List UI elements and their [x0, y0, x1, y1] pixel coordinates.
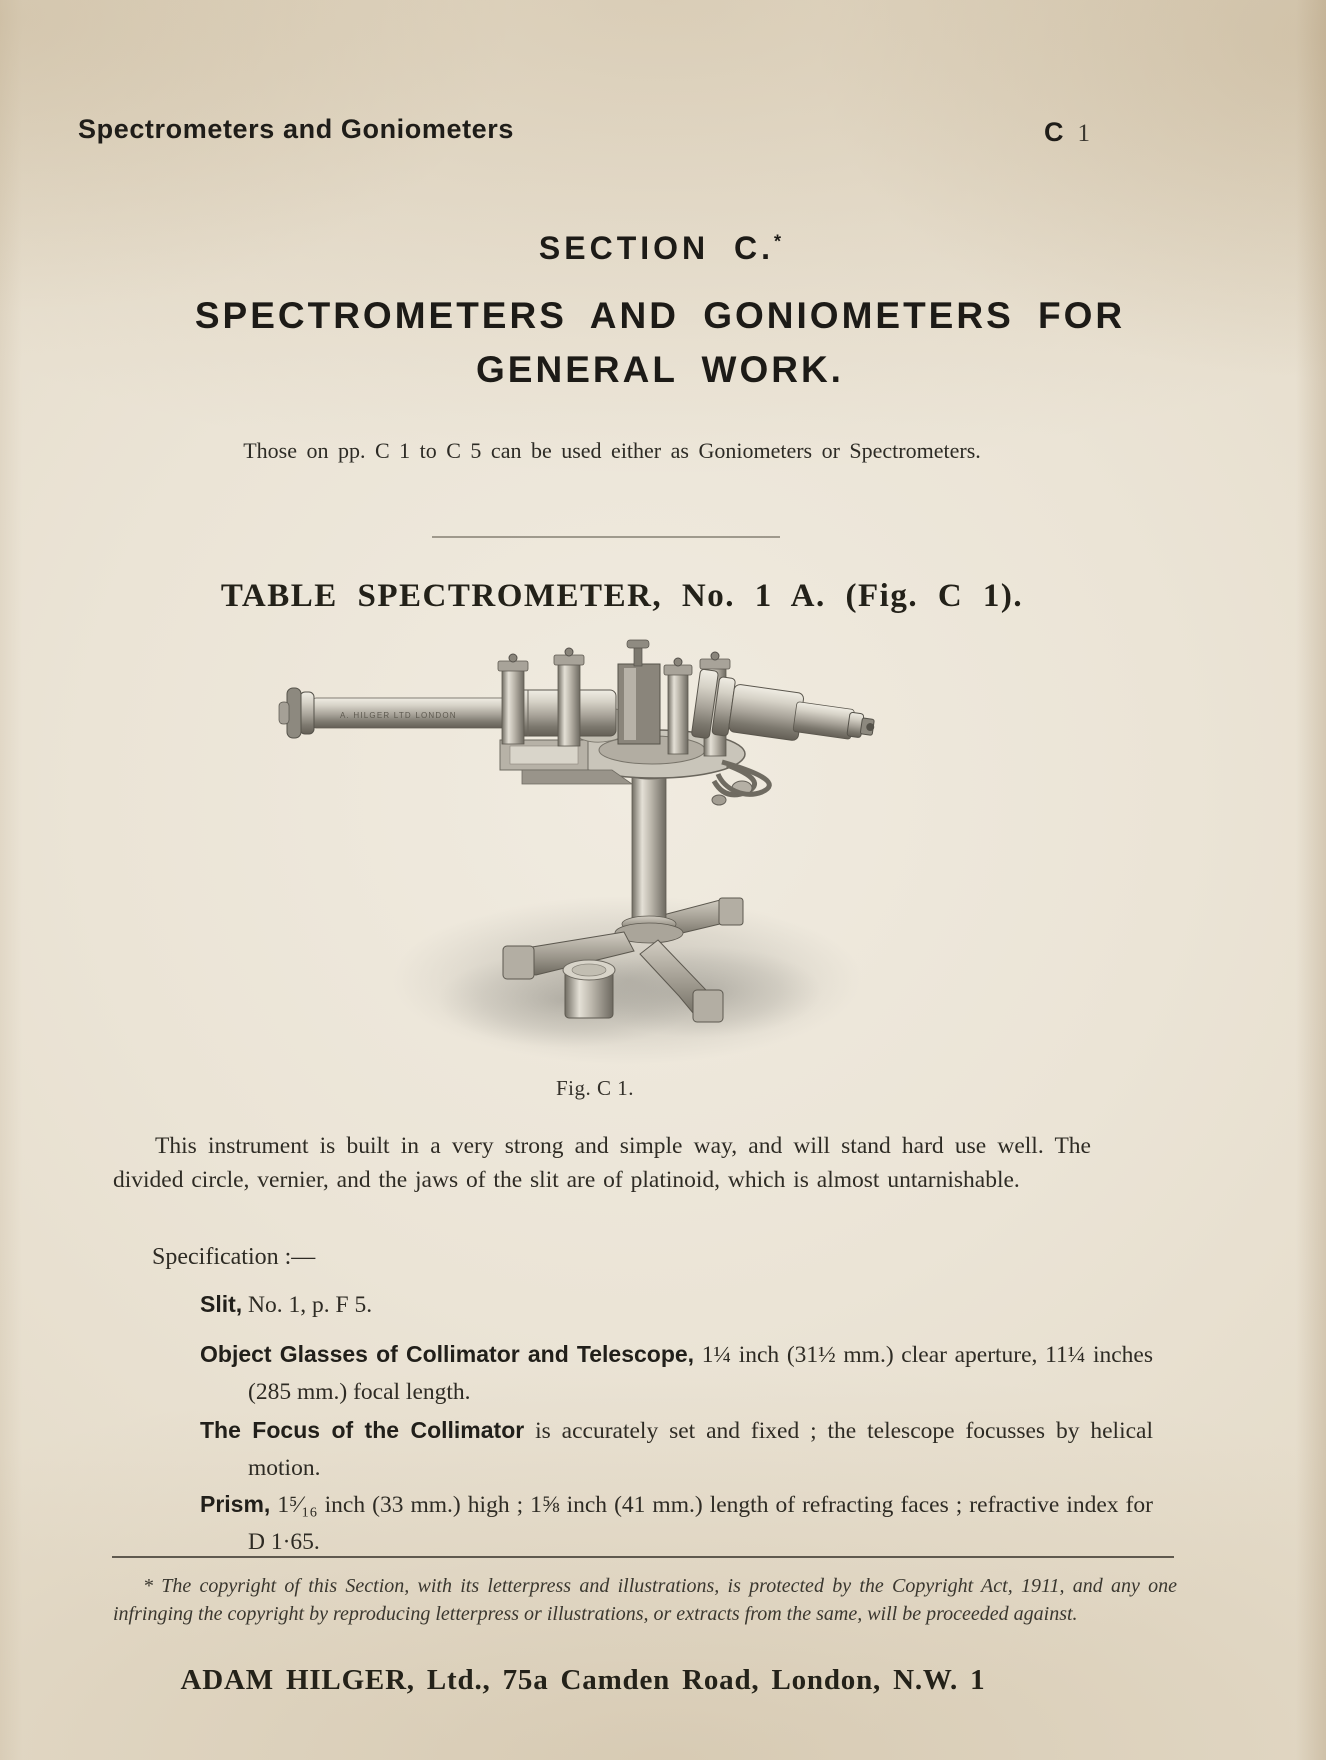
section-title-line2: GENERAL WORK. [476, 349, 844, 390]
spec-item-prism [200, 1486, 1153, 1561]
page-number [1044, 117, 1090, 148]
page-number-digit: 1 [1077, 120, 1090, 147]
spec-text: is accurately set and fixed ; the telescope focusses by helical motion. [248, 1418, 1153, 1481]
section-kicker [60, 230, 1260, 267]
page-number-letter: C [1044, 117, 1064, 147]
running-header: Spectrometers and Goniometers [78, 114, 515, 144]
spec-text: No. 1, p. F 5. [242, 1292, 373, 1318]
cylindrical-cap [563, 960, 615, 1018]
publisher-footer: ADAM HILGER, Ltd., 75a Camden Road, London, N.W. 1 [180, 1664, 986, 1696]
spec-lead: The Focus of the Collimator [200, 1417, 525, 1443]
copyright-footnote: * The copyright of this Section, with its letterpress and illustrations, is protected by the Copyright Act, 1911, and any one infringing the copyright by reproducing letterpress or illustrations, or extracts from the same, will be proceeded against. [113, 1575, 1177, 1625]
spec-item-object-glasses [200, 1336, 1153, 1411]
product-title: TABLE SPECTROMETER, No. 1 A. (Fig. C 1). [220, 578, 1024, 614]
divider-short [432, 536, 780, 538]
spec-text: 1⁵⁄₁₆ inch (33 mm.) high ; 1⅝ inch (41 mm.) length of refracting faces ; refractive index for D 1·65. [248, 1492, 1153, 1555]
section-kicker-text: SECTION C. [538, 230, 775, 266]
spec-lead: Slit, [200, 1291, 243, 1317]
spectrometer-figure [272, 602, 892, 1072]
spec-item-slit [200, 1286, 1153, 1324]
spec-lead: Object Glasses of Collimator and Telescope, [200, 1341, 695, 1367]
spec-item-focus [200, 1412, 1153, 1487]
section-title-line1: SPECTROMETERS AND GONIOMETERS FOR [194, 295, 1126, 336]
section-note: Those on pp. C 1 to C 5 can be used either as Goniometers or Spectrometers. [243, 438, 981, 463]
spec-lead: Prism, [200, 1491, 271, 1517]
description-paragraph: This instrument is built in a very strong and simple way, and will stand hard use well. The divided circle, vernier, and the jaws of the slit are of platinoid, which is almost untarnishable. [113, 1133, 1091, 1193]
figure-caption: Fig. C 1. [555, 1076, 635, 1100]
tube-engraving: A. HILGER LTD LONDON [340, 711, 457, 720]
specification-label: Specification :— [152, 1244, 316, 1270]
central-mount [618, 640, 660, 744]
spec-text: 1¼ inch (31½ mm.) clear aperture, 11¼ inches (285 mm.) focal length. [248, 1342, 1153, 1405]
section-kicker-asterisk: * [774, 231, 782, 252]
footnote-divider [112, 1556, 1174, 1558]
